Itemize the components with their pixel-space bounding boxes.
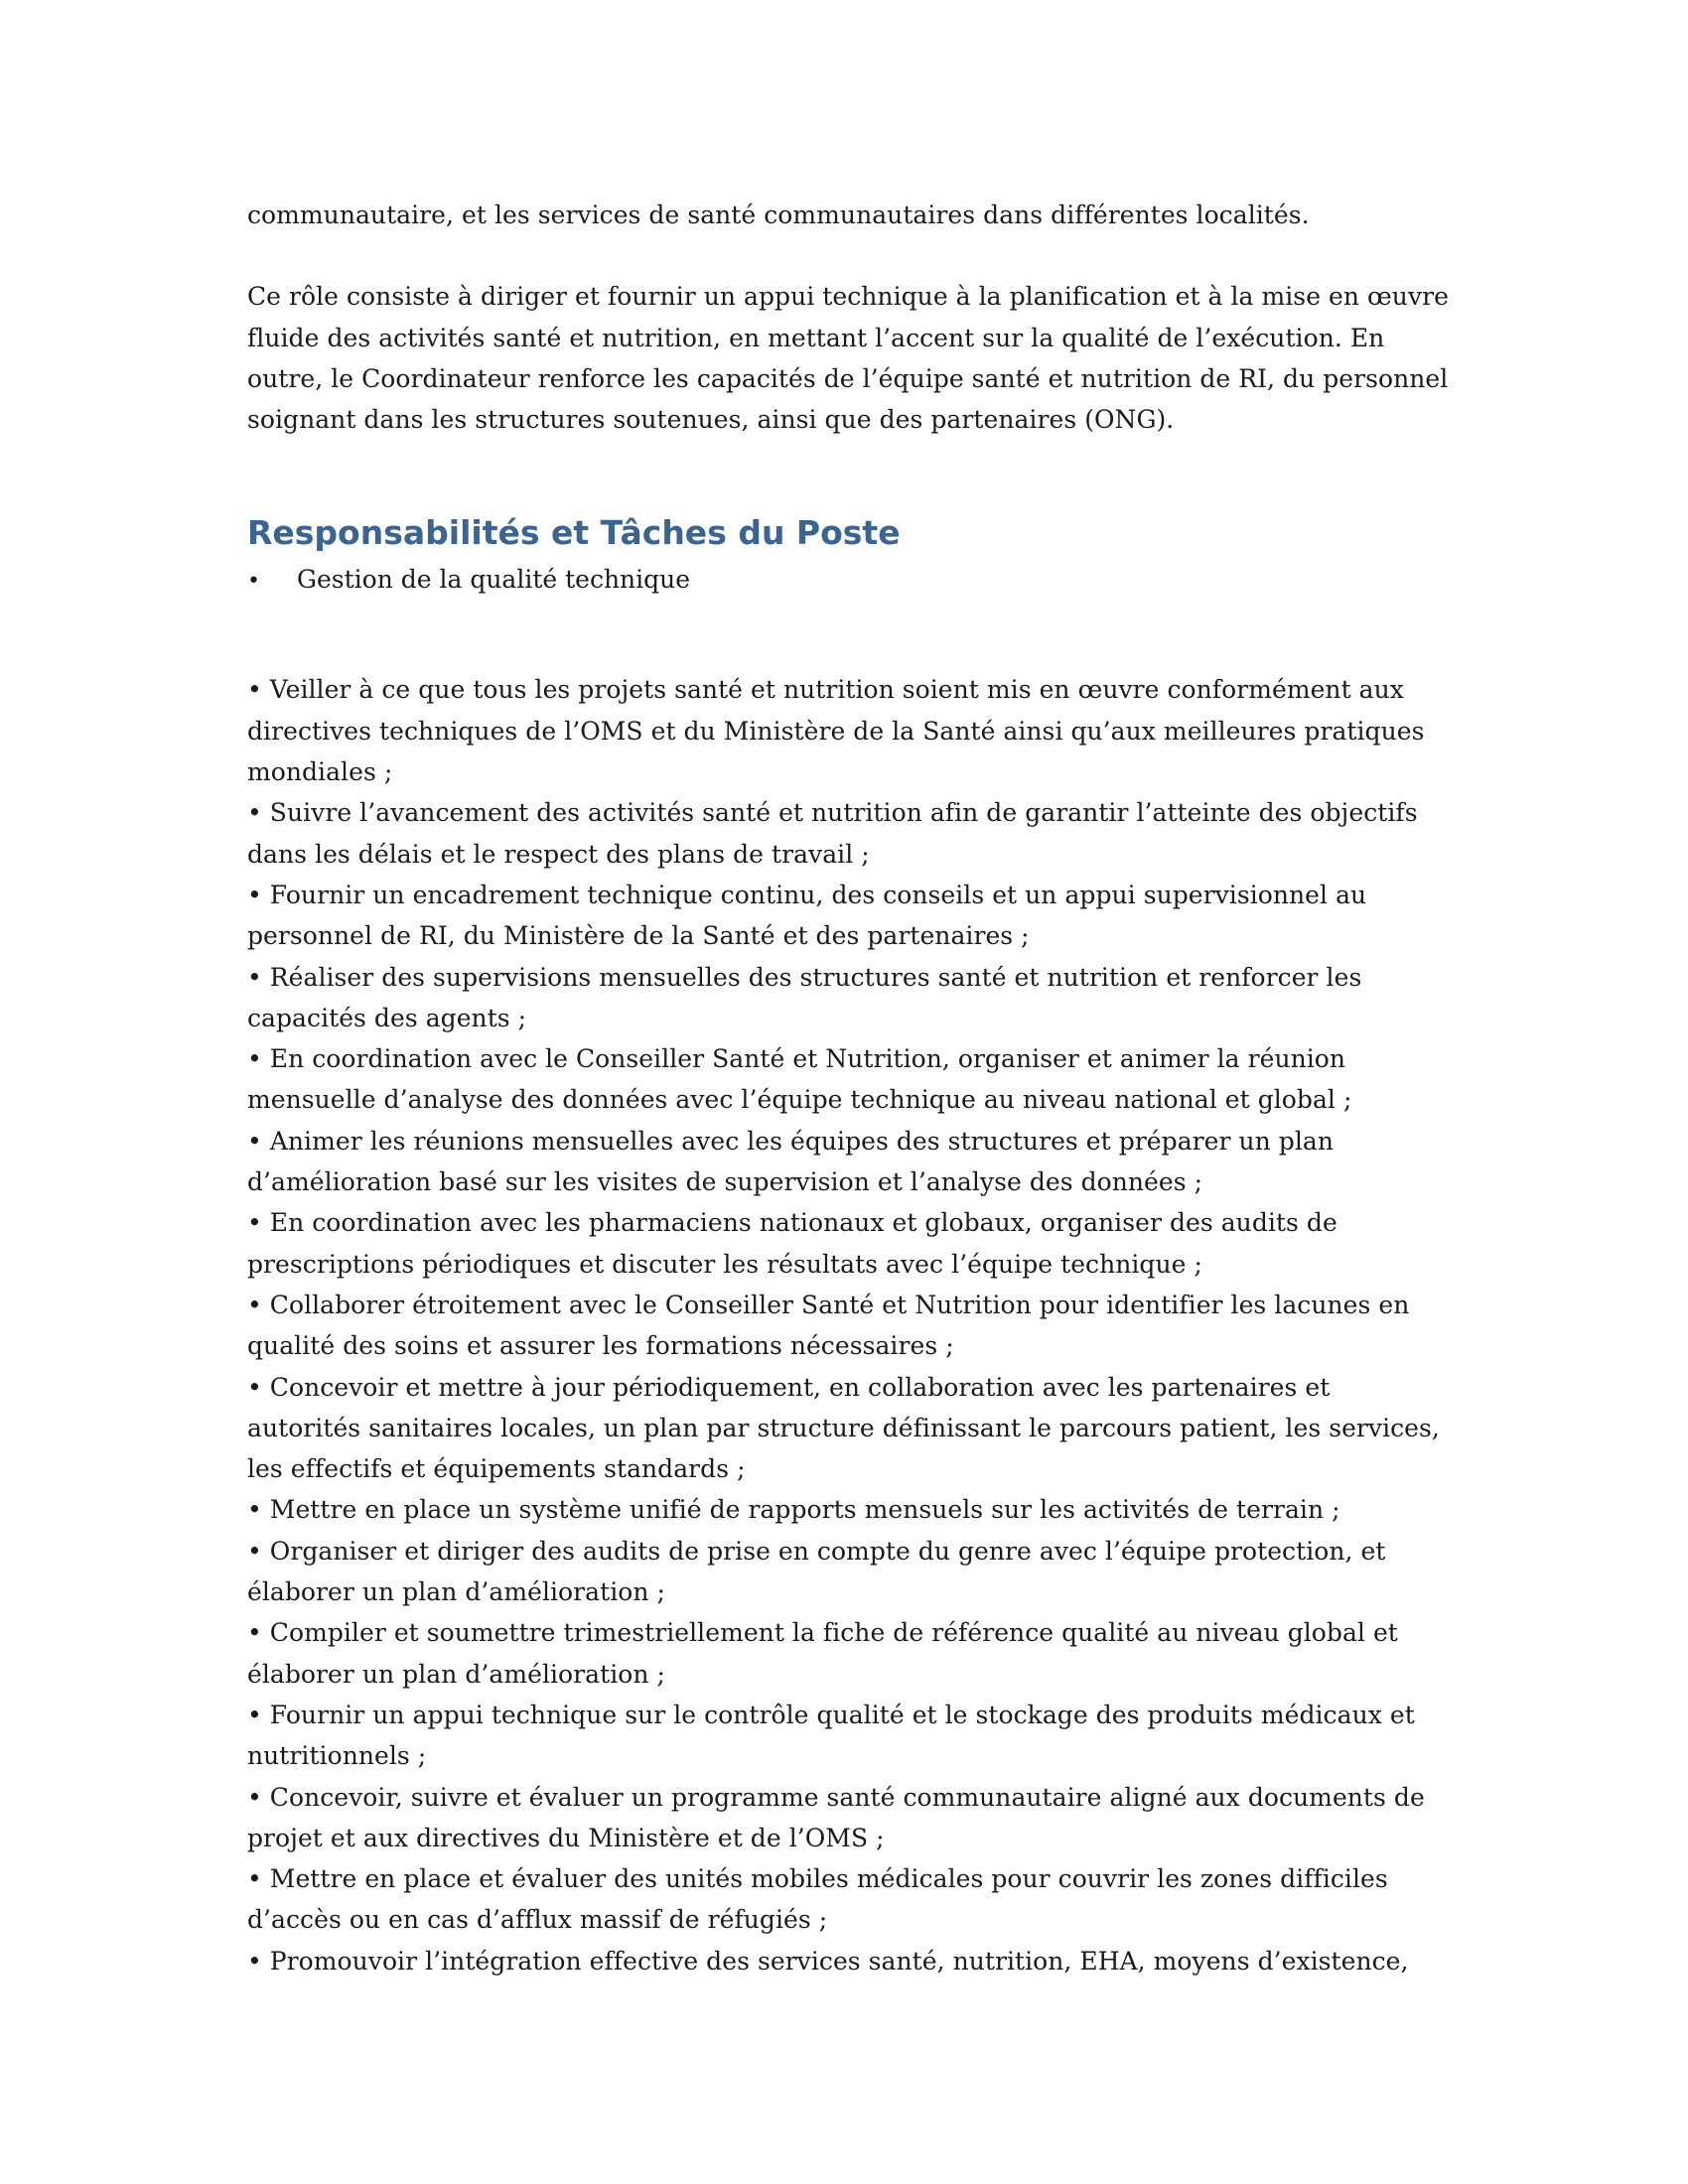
intro-line: communautaire, et les services de santé communautaires dans différentes localités. — [247, 201, 1310, 229]
task-item: • En coordination avec les pharmaciens nationaux et globaux, organiser des audits de prescriptions périodiques et discuter les résultats avec l’équipe technique ; — [247, 1208, 1337, 1279]
task-item: • Mettre en place et évaluer des unités mobiles médicales pour couvrir les zones difficiles d’accès ou en cas d’afflux massif de réfugiés ; — [247, 1864, 1388, 1935]
sub-section-bullet — [247, 559, 1449, 602]
task-item: • Collaborer étroitement avec le Conseiller Santé et Nutrition pour identifier les lacunes en qualité des soins et assurer les formations nécessaires ; — [247, 1290, 1410, 1361]
task-item: • En coordination avec le Conseiller Santé et Nutrition, organiser et animer la réunion mensuelle d’analyse des données avec l’équipe technique au niveau national et global ; — [247, 1044, 1352, 1115]
task-item: • Fournir un encadrement technique continu, des conseils et un appui supervisionnel au personnel de RI, du Ministère de la Santé et des partenaires ; — [247, 880, 1367, 951]
task-list — [247, 669, 1449, 1981]
task-item: • Veiller à ce que tous les projets santé et nutrition soient mis en œuvre conformément aux directives techniques de l’OMS et du Ministère de la Santé ainsi qu’aux meilleures pratiques mondiales ; — [247, 675, 1425, 787]
document-page — [247, 195, 1449, 1981]
bullet-icon: • — [247, 569, 260, 595]
role-description-paragraph: Ce rôle consiste à diriger et fournir un appui technique à la planification et à la mise en œuvre fluide des activités santé et nutrition, en mettant l’accent sur la qualité de l’exécution. En outre, le Coordinateur renforce les capacités de l’équipe santé et nutrition de RI, du personnel soignant dans les structures soutenues, ainsi que des partenaires (ONG). — [247, 282, 1449, 435]
task-item: • Suivre l’avancement des activités santé et nutrition afin de garantir l’atteinte des objectifs dans les délais et le respect des plans de travail ; — [247, 798, 1418, 869]
task-item: • Concevoir, suivre et évaluer un programme santé communautaire aligné aux documents de projet et aux directives du Ministère et de l’OMS ; — [247, 1782, 1425, 1852]
task-item: • Animer les réunions mensuelles avec les équipes des structures et préparer un plan d’amélioration basé sur les visites de supervision et l’analyse des données ; — [247, 1126, 1334, 1197]
task-item: • Fournir un appui technique sur le contrôle qualité et le stockage des produits médicaux et nutritionnels ; — [247, 1700, 1415, 1771]
task-item: • Organiser et diriger des audits de prise en compte du genre avec l’équipe protection, et élaborer un plan d’amélioration ; — [247, 1536, 1386, 1607]
task-item: • Mettre en place un système unifié de rapports mensuels sur les activités de terrain ; — [247, 1495, 1340, 1525]
sub-section-title: Gestion de la qualité technique — [297, 565, 691, 595]
section-heading: Responsabilités et Tâches du Poste — [247, 513, 901, 553]
task-item: • Compiler et soumettre trimestriellement la fiche de référence qualité au niveau global et élaborer un plan d’amélioration ; — [247, 1618, 1398, 1689]
task-item: • Réaliser des supervisions mensuelles des structures santé et nutrition et renforcer les capacités des agents ; — [247, 962, 1362, 1032]
task-item: • Promouvoir l’intégration effective des services santé, nutrition, EHA, moyens d’existence, — [247, 1946, 1409, 1976]
task-item: • Concevoir et mettre à jour périodiquement, en collaboration avec les partenaires et autorités sanitaires locales, un plan par structure définissant le parcours patient, les services, les effectifs et équipements standards ; — [247, 1372, 1440, 1484]
